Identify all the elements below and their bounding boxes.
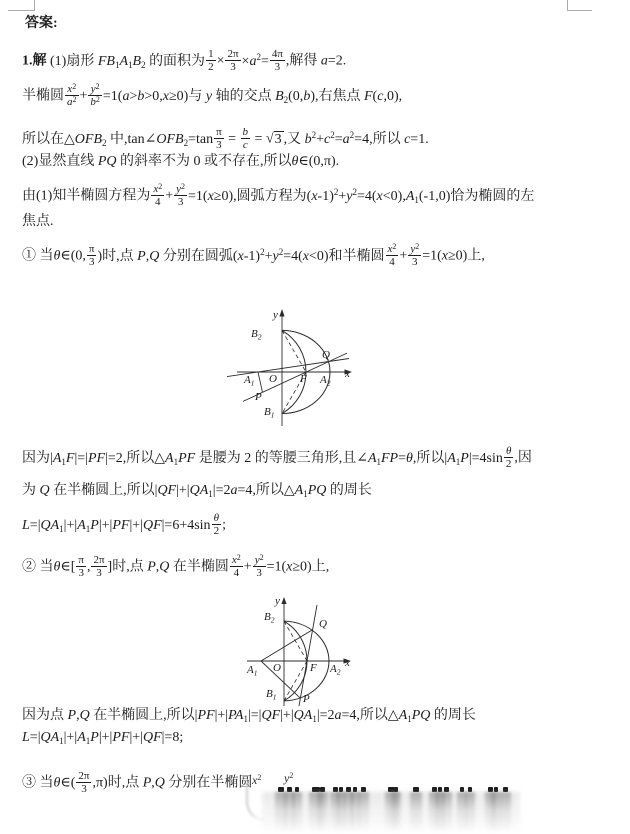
fraction: $\frac{x^2}{4}$	[231, 553, 241, 579]
fraction: $\frac{1}{2}$	[208, 48, 214, 73]
figure-case1-diagram	[225, 306, 360, 435]
fraction: $\frac{4\pi}{3}$	[271, 48, 283, 73]
fraction: $\frac{\theta}{2}$	[505, 445, 512, 470]
answer-heading: 答案:	[25, 16, 58, 31]
smear-dot	[468, 787, 472, 792]
smear-dot	[320, 787, 325, 792]
fraction: $\frac{x^2}{4}$	[153, 182, 163, 208]
smear-dot	[494, 787, 498, 792]
fraction: $\frac{y^2}{3}$	[410, 242, 420, 268]
solution-line-6: 焦点.	[22, 214, 54, 229]
fraction: $\frac{\pi}{3}$	[88, 243, 95, 268]
solution-line-3: 所以在$\triangle OFB_2$ 中$,\tan\angle OFB_2=\tan$ $\frac{\pi}{3}$ = $\frac{b}{c}$ = √3 ,又 $b^2+c^2=a^2=4$,所以 c=1.	[22, 126, 429, 151]
label-a2: $A_2$	[320, 374, 331, 388]
case-2-perimeter: $L=|QA_1|+|A_1P|+|PF|+|QF|=8$;	[22, 730, 184, 746]
label-y: y	[273, 309, 278, 321]
fraction: $\frac{x^2}{4}$	[387, 242, 397, 268]
case-1-reason-a: 因为$|A_1F|=|PF|=2$,所以$\triangle A_1PF$ 是腰为 2 的等腰三角形,且$\angle A_1FP=\theta$,所以$|A_1P|=4\sin$ $\frac{\theta}{2}$ ,因	[22, 445, 532, 470]
case-3-intro: ③ 当θ∈( $\frac{2\pi}{3}$ ,π)时,点 P,Q 分别在半椭圆	[22, 770, 253, 795]
label-o: O	[273, 662, 281, 674]
fraction: $\frac{2\pi}{3}$	[227, 48, 239, 73]
label-a2: $A_2$	[330, 663, 341, 677]
page-boundary-mark-right	[567, 0, 592, 11]
label-y: y	[275, 595, 280, 607]
fraction: $\frac{x^2}{a^2}$	[67, 82, 77, 108]
label-o: O	[269, 373, 277, 385]
smear-dot	[460, 787, 464, 792]
label-p: P	[255, 391, 262, 403]
solution-line-4: (2)显然直线 PQ 的斜率不为 0 或不存在,所以θ∈(0,π).	[22, 154, 340, 169]
case2-diagram-svg	[243, 592, 355, 710]
page-boundary-mark-left	[8, 0, 35, 11]
case-1-intro: ① 当θ∈(0, $\frac{\pi}{3}$ )时,点 P,Q 分别在圆弧$(x-1)^2+y^2=4(x<0)$和半椭圆 $\frac{x^2}{4}$ + $\frac{y^2}{3}$ =1(x≥0)上,	[22, 242, 485, 268]
smear-dot	[444, 787, 449, 792]
fraction: $\frac{\theta}{2}$	[213, 512, 220, 537]
label-b1: $B_1$	[264, 406, 275, 420]
artifact-fragment-y2: $y^2$	[284, 771, 294, 785]
figure-case2-diagram	[243, 592, 355, 715]
label-x: x	[345, 657, 350, 669]
label-f: F	[300, 373, 307, 385]
segment-a1p	[258, 372, 263, 392]
label-q: Q	[319, 618, 327, 630]
fraction: $\frac{2\pi}{3}$	[93, 554, 105, 579]
fraction: $\frac{\pi}{3}$	[78, 554, 84, 579]
artifact-fragment-x2: $x^2$	[252, 773, 262, 787]
case-2-intro: ② 当θ∈[ $\frac{\pi}{3}$ , $\frac{2\pi}{3}$ ]时,点 P,Q 在半椭圆 $\frac{x^2}{4}$ + $\frac{y^2}{3}$ =1(x≥0)上,	[22, 553, 330, 579]
sqrt-radical: √3	[265, 131, 282, 147]
label-f: F	[310, 662, 317, 674]
line-pq-through-f	[299, 605, 317, 706]
solution-line-1: 1.解 (1)扇形 $FB_1A_1B_2$ 的面积为 $\frac{1}{2}$ × $\frac{2\pi}{3}$ $\times a^2=$ $\frac{4\pi}{3}$ ,解得 a=2.	[22, 48, 347, 73]
smear-dot	[353, 787, 357, 792]
fraction: $\frac{2\pi}{3}$	[78, 770, 90, 795]
fraction: $\frac{y^2}{3}$	[254, 553, 264, 579]
case-1-perimeter: $L=|QA_1|+|A_1P|+|PF|+|QF|=6+4\sin$ $\frac{\theta}{2}$ ;	[22, 512, 226, 537]
y-axis-arrow	[279, 309, 284, 317]
fraction: $\frac{y^2}{3}$	[176, 182, 186, 208]
solution-line-2: 半椭圆 $\frac{x^2}{a^2}$ + $\frac{y^2}{b^2}$ =1(a>b>0,x≥0)与 y 轴的交点 $B_2(0,b)$,右焦点 F(c,0),	[22, 82, 403, 108]
smear-dot	[413, 787, 419, 792]
dashed-b2f	[284, 621, 307, 661]
smear-dot	[361, 787, 366, 792]
case-2-reason: 因为点 P,Q 在半椭圆上,所以$|PF|+|PA_1|=|QF|+|QA_1|=2a=4$,所以$\triangle A_1PQ$ 的周长	[22, 708, 476, 724]
label-x: x	[345, 368, 350, 380]
label-a1: $A_1$	[247, 664, 258, 678]
case-1-reason-b: 为 Q 在半椭圆上,所以$|QF|+|QA_1|=2a=4$,所以$\triangle A_1PQ$ 的周长	[22, 483, 372, 499]
fraction: $\frac{y^2}{b^2}$	[90, 82, 100, 108]
smear-dot	[394, 787, 398, 792]
label-a1: $A_1$	[244, 374, 255, 388]
case1-diagram-svg	[225, 306, 360, 430]
smear-dot	[295, 787, 299, 792]
label-p: P	[303, 693, 310, 705]
fraction: $\frac{b}{c}$	[242, 126, 249, 151]
label-b2: $B_2$	[264, 611, 275, 625]
label-b2: $B_2$	[251, 328, 262, 342]
label-b1: $B_1$	[266, 688, 277, 702]
smear-dot	[503, 787, 508, 792]
fraction: $\frac{\pi}{3}$	[216, 126, 222, 151]
y-axis-arrow	[281, 597, 286, 604]
label-q: Q	[322, 349, 330, 361]
solution-line-5: 由(1)知半椭圆方程为 $\frac{x^2}{4}$ + $\frac{y^2}{3}$ =1(x≥0),圆弧方程为$(x-1)^2+y^2=4(x<0),A_1(-1,0)$恰为椭圆的左	[22, 182, 535, 208]
